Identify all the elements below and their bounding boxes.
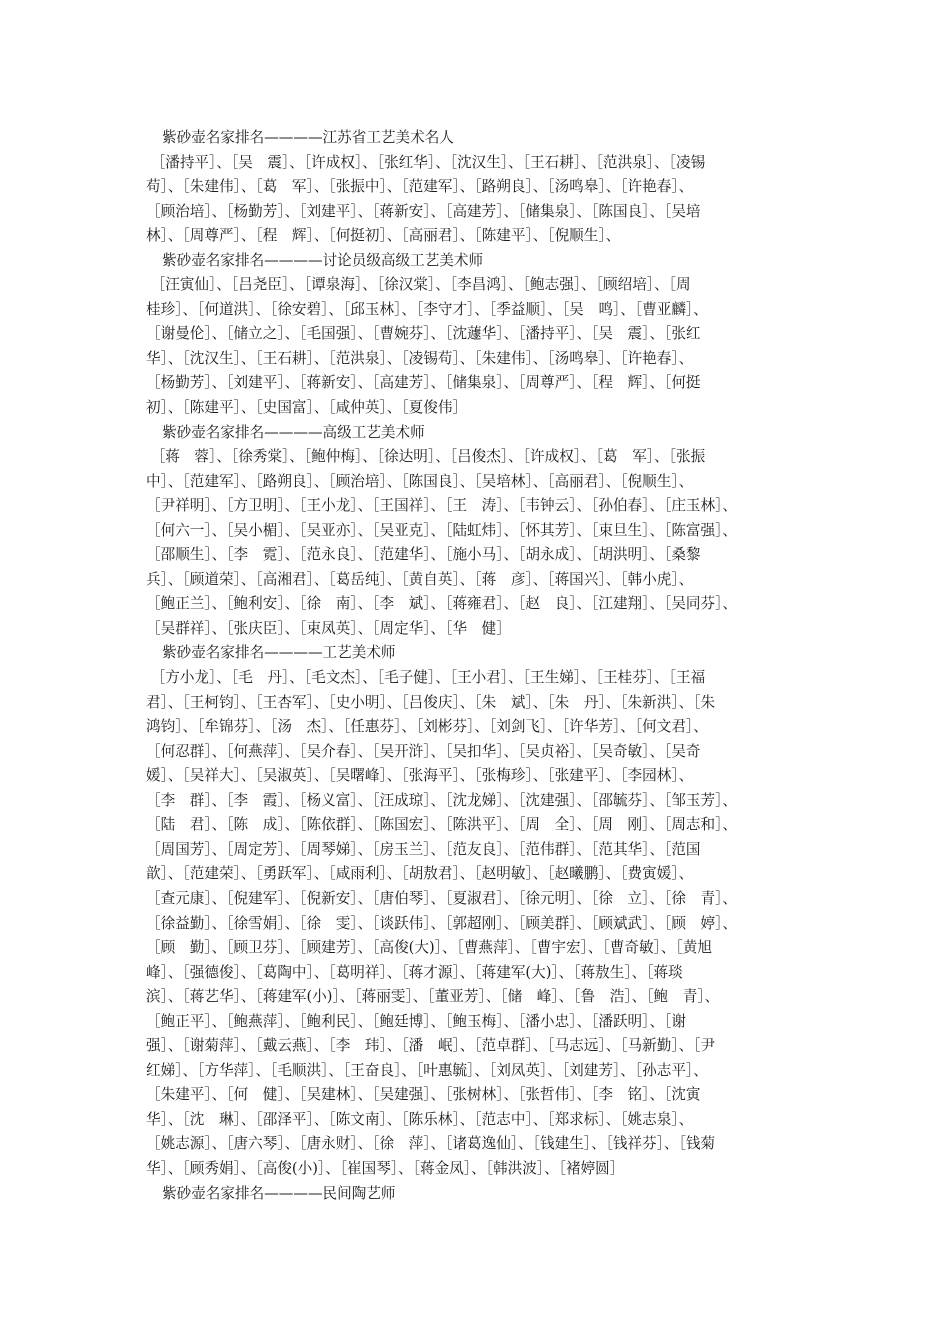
section-heading: 紫砂壶名家排名————讨论员级高级工艺美术师 <box>162 251 484 269</box>
section <box>146 641 816 1181</box>
name-list-line: ［方小龙］、［毛 丹］、［毛文杰］、［毛子健］、［王小君］、［王生娣］、［王桂芬］、［王福 <box>146 669 706 687</box>
name-list-line: 林］、［周尊严］、［程 辉］、［何挺初］、［高丽君］、［陈建平］、［倪顺生］、 <box>146 227 621 245</box>
name-list <box>146 273 816 420</box>
name-list-line: 滨］、［蒋艺华］、［蒋建军(小)］、［蒋丽雯］、［董亚芳］、［储 峰］、［鲁 浩］、［鲍 青］、 <box>146 988 720 1006</box>
name-list-line: ［吴群祥］、［张庆臣］、［束凤英］、［周定华］、［华 健］ <box>146 619 511 637</box>
name-list <box>146 151 816 249</box>
section-heading: 紫砂壶名家排名————江苏省工艺美术名人 <box>162 129 454 146</box>
name-list-line: 华］、［顾秀娟］、［高俊(小)］、［崔国琴］、［蒋金凤］、［韩洪波］、［褚婷圆］ <box>146 1159 625 1177</box>
section-heading: 紫砂壶名家排名————工艺美术师 <box>162 644 396 662</box>
name-list-line: ［杨勤芳］、［刘建平］、［蒋新安］、［高建芳］、［储集泉］、［周尊严］、［程 辉］、［何挺 <box>146 374 701 392</box>
name-list-line: 中］、［范建军］、［路朔良］、［顾治培］、［陈国良］、［吴培林］、［高丽君］、［倪顺生］、 <box>146 472 694 490</box>
name-list-line: 桂珍］、［何道洪］、［徐安碧］、［邱玉林］、［李守才］、［季益顺］、［吴 鸣］、［曹亚麟］、 <box>146 300 708 318</box>
name-list-line: ［尹祥明］、［方卫明］、［王小龙］、［王国祥］、［王 涛］、［韦钟云］、［孙伯春］、［庄玉林］、 <box>146 497 738 515</box>
name-list-line: ［顾 勤］、［顾卫芬］、［顾建芳］、［高俊(大)］、［曹燕萍］、［曹宇宏］、［曹奇敏］、［黄旭 <box>146 939 712 957</box>
name-list-line: ［汪寅仙］、［吕尧臣］、［谭泉海］、［徐汉棠］、［李昌鸿］、［鲍志强］、［顾绍培］、［周 <box>146 276 691 294</box>
name-list-line: ［邵顺生］、［李 霓］、［范永良］、［范建华］、［施小马］、［胡永成］、［胡洪明］、［桑黎 <box>146 546 701 564</box>
name-list <box>146 666 816 1181</box>
name-list-line: ［徐益勤］、［徐雪娟］、［徐 雯］、［谈跃伟］、［郭超刚］、［顾美群］、［顾斌武］、［顾 婷］、 <box>146 914 738 932</box>
name-list-line: ［陆 君］、［陈 成］、［陈依群］、［陈国宏］、［陈洪平］、［周 全］、［周 刚］、［周志和］、 <box>146 816 738 834</box>
sections-container <box>146 126 816 1206</box>
name-list-line: ［查元康］、［倪建军］、［倪新安］、［唐伯琴］、［夏淑君］、［徐元明］、［徐 立］、［徐 青］、 <box>146 889 738 907</box>
name-list-line: 媛］、［吴祥大］、［吴淑英］、［吴曙峰］、［张海平］、［张梅珍］、［张建平］、［李园林］、 <box>146 767 694 785</box>
name-list-line: 歆］、［范建荣］、［勇跃军］、［咸雨利］、［胡敖君］、［赵明敏］、［赵曦鹏］、［费寅媛］、 <box>146 865 694 883</box>
section <box>146 421 816 642</box>
name-list-line: ［姚志源］、［唐六琴］、［唐永财］、［徐 萍］、［诸葛逸仙］、［钱建生］、［钱祥芬］、［钱菊 <box>146 1135 716 1153</box>
name-list-line: ［蒋 蓉］、［徐秀棠］、［鲍仲梅］、［徐达明］、［吕俊杰］、［许成权］、［葛 军］、［张振 <box>146 448 706 466</box>
name-list-line: 鸿钧］、［牟锦芬］、［汤 杰］、［任惠芬］、［刘彬芬］、［刘剑飞］、［许华芳］、［何文君］、 <box>146 718 708 736</box>
section-heading: 紫砂壶名家排名————高级工艺美术师 <box>162 423 425 441</box>
name-list <box>146 445 816 641</box>
name-list-line: 君］、［王柯钧］、［王杏军］、［史小明］、［吕俊庆］、［朱 斌］、［朱 丹］、［朱新洪］、［朱 <box>146 693 716 711</box>
section <box>146 249 816 421</box>
section-heading: 紫砂壶名家排名————民间陶艺师 <box>162 1184 396 1202</box>
name-list-line: 峰］、［强德俊］、［葛陶中］、［葛明祥］、［蒋才源］、［蒋建军(大)］、［蒋敖生］、［蒋琰 <box>146 963 683 981</box>
name-list-line: ［鲍正平］、［鲍燕萍］、［鲍利民］、［鲍廷博］、［鲍玉梅］、［潘小忠］、［潘跃明］、［谢 <box>146 1012 686 1030</box>
name-list-line: 红娣］、［方华萍］、［毛顺洪］、［王奋良］、［叶惠毓］、［刘凤英］、［刘建芳］、［孙志平］、 <box>146 1061 708 1079</box>
name-list-line: 兵］、［顾道荣］、［高湘君］、［葛岳纯］、［黄自英］、［蒋 彦］、［蒋国兴］、［韩小虎］、 <box>146 570 694 588</box>
name-list-line: 苟］、［朱建伟］、［葛 军］、［张振中］、［范建军］、［路朔良］、［汤鸣皋］、［许艳春］、 <box>146 178 694 196</box>
document-body <box>146 126 816 1206</box>
section <box>146 126 816 249</box>
name-list-line: ［何忍群］、［何燕萍］、［吴介春］、［吴开浒］、［吴扣华］、［吴贞裕］、［吴奇敏］、［吴奇 <box>146 742 701 760</box>
name-list-line: 初］、［陈建平］、［史国富］、［咸仲英］、［夏俊伟］ <box>146 399 468 417</box>
name-list-line: ［李 群］、［李 霞］、［杨义富］、［汪成琼］、［沈龙娣］、［沈建强］、［邵毓芬］、［邹玉芳］、 <box>146 791 738 809</box>
name-list-line: ［朱建平］、［何 健］、［吴建林］、［吴建强］、［张树林］、［张哲伟］、［李 铭］、［沈寅 <box>146 1086 701 1104</box>
name-list-line: 强］、［谢菊萍］、［戴云燕］、［李 玮］、［潘 岷］、［范卓群］、［马志远］、［马新勤］、［尹 <box>146 1037 716 1055</box>
name-list-line: ［潘持平］、［吴 震］、［许成权］、［张红华］、［沈汉生］、［王石耕］、［范洪泉］、［凌锡 <box>146 153 706 171</box>
name-list-line: ［顾治培］、［杨勤芳］、［刘建平］、［蒋新安］、［高建芳］、［储集泉］、［陈国良］、［吴培 <box>146 202 701 220</box>
name-list-line: ［鲍正兰］、［鲍利安］、［徐 南］、［李 斌］、［蒋雍君］、［赵 良］、［江建翔］、［吴同芬］、 <box>146 595 738 613</box>
name-list-line: ［谢曼伦］、［储立之］、［毛国强］、［曹婉芬］、［沈蘧华］、［潘持平］、［吴 震］、［张红 <box>146 325 701 343</box>
section <box>146 1182 816 1207</box>
name-list-line: 华］、［沈 琳］、［邵泽平］、［陈文南］、［陈乐林］、［范志中］、［郑求标］、［姚志泉］、 <box>146 1110 694 1128</box>
name-list-line: ［周国芳］、［周定芳］、［周琴娣］、［房玉兰］、［范友良］、［范伟群］、［范其华］、［范国 <box>146 840 701 858</box>
name-list-line: 华］、［沈汉生］、［王石耕］、［范洪泉］、［凌锡苟］、［朱建伟］、［汤鸣皋］、［许艳春］、 <box>146 349 694 367</box>
name-list-line: ［何六一］、［吴小楣］、［吴亚亦］、［吴亚克］、［陆虹炜］、［怀其芳］、［束旦生］、［陈富强］、 <box>146 521 738 539</box>
